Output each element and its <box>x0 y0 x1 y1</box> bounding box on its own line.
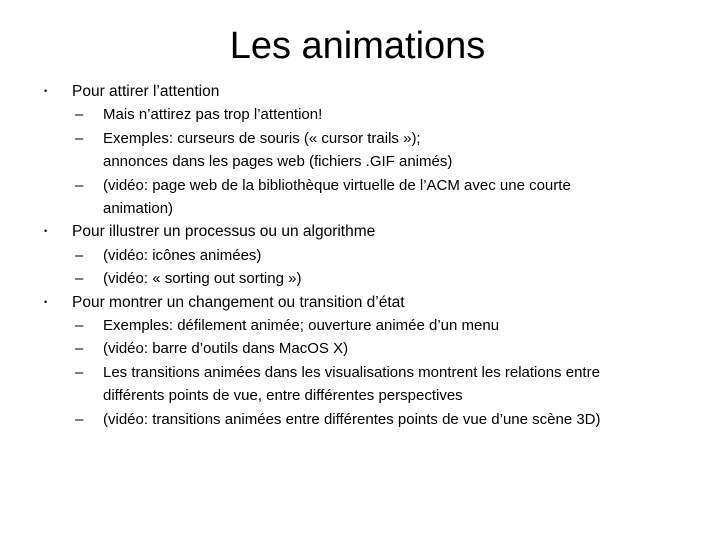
bullet-dot-icon: • <box>44 296 48 307</box>
bullet-item <box>0 291 720 314</box>
sub-bullet-item <box>0 174 720 221</box>
bullet-group-process <box>0 220 720 290</box>
sub-bullet-line: Exemples: défilement animée; ouverture animée d’un menu <box>103 317 500 335</box>
sub-bullet-line: animation) <box>103 200 174 218</box>
sub-bullet-line: (vidéo: icônes animées) <box>103 246 262 264</box>
dash-icon: – <box>75 270 84 288</box>
sub-bullet-line: (vidéo: « sorting out sorting ») <box>103 270 302 288</box>
dash-icon: – <box>75 363 84 381</box>
sub-bullet-line: différents points de vue, entre différentes perspectives <box>103 387 463 405</box>
sub-bullet-line: Mais n’attirez pas trop l’attention! <box>103 106 323 124</box>
bullet-text: Pour illustrer un processus ou un algorithme <box>72 223 376 241</box>
bullet-item <box>0 80 720 103</box>
dash-icon: – <box>75 129 84 147</box>
bullet-text: Pour montrer un changement ou transition d’état <box>72 293 405 311</box>
sub-bullet-line: (vidéo: barre d’outils dans MacOS X) <box>103 340 349 358</box>
dash-icon: – <box>75 106 84 124</box>
slide-content <box>0 80 720 431</box>
dash-icon: – <box>75 317 84 335</box>
sub-bullet-item <box>0 337 720 360</box>
bullet-group-state-change <box>0 291 720 431</box>
sub-bullet-line: annonces dans les pages web (fichiers .GIF animés) <box>103 153 453 171</box>
sub-bullet-line: (vidéo: page web de la bibliothèque virtuelle de l’ACM avec une courte <box>103 176 571 194</box>
dash-icon: – <box>75 340 84 358</box>
sub-bullet-item <box>0 103 720 126</box>
sub-bullet-line: (vidéo: transitions animées entre différentes points de vue d’une scène 3D) <box>103 410 601 428</box>
bullet-dot-icon: • <box>44 226 48 237</box>
slide-title: Les animations <box>229 25 486 67</box>
bullet-group-attention <box>0 80 720 220</box>
sub-bullet-item <box>0 267 720 290</box>
sub-bullet-line: Les transitions animées dans les visualisations montrent les relations entre <box>103 363 600 381</box>
sub-bullet-line: Exemples: curseurs de souris (« cursor trails »); <box>103 129 421 147</box>
dash-icon: – <box>75 246 84 264</box>
sub-bullet-item <box>0 408 720 431</box>
bullet-text: Pour attirer l’attention <box>72 83 220 100</box>
dash-icon: – <box>75 176 84 194</box>
bullet-dot-icon: • <box>44 86 48 96</box>
sub-bullet-item <box>0 361 720 408</box>
sub-bullet-item <box>0 244 720 267</box>
bullet-item <box>0 220 720 243</box>
sub-bullet-item <box>0 314 720 337</box>
sub-bullet-item <box>0 127 720 174</box>
dash-icon: – <box>75 410 84 428</box>
